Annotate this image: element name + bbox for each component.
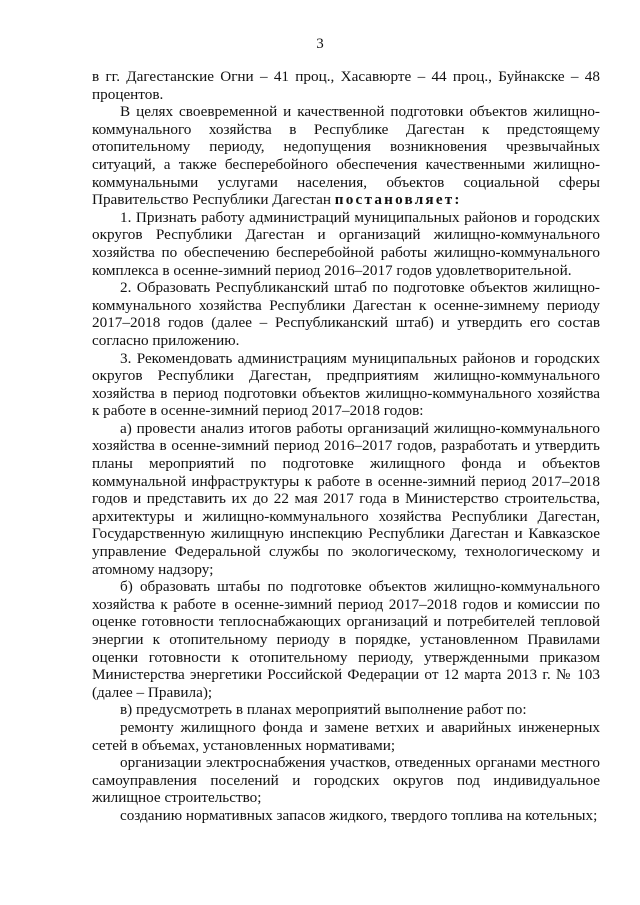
paragraph-item-3: 3. Рекомендовать администрациям муниципальных районов и городских округов Республики Дагестан, предприятиям жилищно-коммунального хозяйства в период подготовки объектов жилищно-коммунального хозяйства к работе в осенне-зимний период 2017–2018 годов:: [92, 349, 600, 420]
paragraph-item-3b: б) образовать штабы по подготовке объектов жилищно-коммунального хозяйства к работе в осенне-зимний период 2017–2018 годов и комиссии по оценке готовности теплоснабжающих организаций и потребителей тепловой энергии к отопительному периоду в порядке, установленном Правилами оценки готовности к отопительному периоду, утвержденными приказом Министерства энергетики Российской Федерации от 12 марта 2013 г. № 103 (далее – Правила);: [92, 578, 600, 701]
page-number: 3: [316, 36, 324, 52]
document-body: [92, 68, 600, 825]
paragraph-0: в гг. Дагестанские Огни – 41 проц., Хасавюрте – 44 проц., Буйнакске – 48 процентов.: [92, 68, 600, 103]
paragraph-item-3a: а) провести анализ итогов работы организаций жилищно-коммунального хозяйства в осенне-зимний период 2016–2017 годов, разработать и утвердить планы мероприятий по подготовке жилищного фонда и объектов коммунальной инфраструктуры к работе в осенне-зимний период 2017–2018 годов и представить их до 22 мая 2017 года в Министерство строительства, архитектуры и жилищно-коммунального хозяйства Республики Дагестан, Государственную жилищную инспекцию Республики Дагестан и Кавказское управление Федеральной службы по экологическому, технологическому и атомному надзору;: [92, 419, 600, 578]
paragraph-subitem-3: созданию нормативных запасов жидкого, твердого топлива на котельных;: [120, 806, 598, 824]
paragraph-subitem-1: ремонту жилищного фонда и замене ветхих и аварийных инженерных сетей в объемах, установленных нормативами;: [92, 718, 600, 754]
paragraph-subitem-2: организации электроснабжения участков, отведенных органами местного самоуправления поселений и городских округов под индивидуальное жилищное строительство;: [92, 754, 600, 807]
paragraph-preamble: [92, 103, 600, 209]
paragraph-item-1: 1. Признать работу администраций муниципальных районов и городских округов Республики Дагестан и организаций жилищно-коммунального хозяйства по обеспечению бесперебойной работы жилищно-коммунального комплекса в осенне-зимний период 2016–2017 годов удовлетворительной.: [92, 208, 600, 279]
preamble-text: В целях своевременной и качественной подготовки объектов жилищно-коммунального хозяйства в Республике Дагестан к предстоящему отопительному периоду, недопущения возникновения чрезвычайных ситуаций, а также бесперебойного обеспечения качественными жилищно-коммунальными услугами населения, объектов социальной сферы Правительство Республики Дагестан: [92, 103, 600, 209]
paragraph-item-2: 2. Образовать Республиканский штаб по подготовке объектов жилищно-коммунального хозяйства Республики Дагестан к осенне-зимнему периоду 2017–2018 годов (далее – Республиканский штаб) и утвердить его состав согласно приложению.: [92, 279, 600, 349]
paragraph-item-3v: в) предусмотреть в планах мероприятий выполнение работ по:: [120, 701, 527, 719]
decree-word: постановляет:: [334, 191, 462, 209]
